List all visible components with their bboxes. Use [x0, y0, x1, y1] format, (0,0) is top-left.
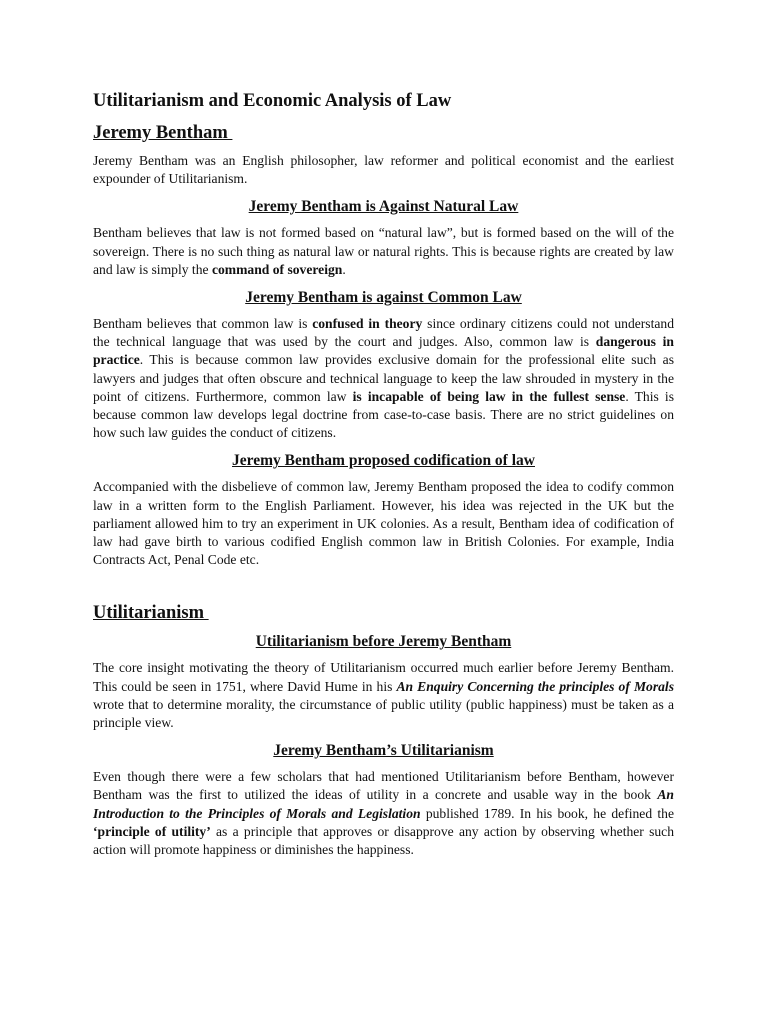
subheading-codification: Jeremy Bentham proposed codification of law	[232, 452, 535, 470]
subheading-before-bentham: Utilitarianism before Jeremy Bentham	[255, 633, 512, 651]
subheading-against-natural-law: Jeremy Bentham is Against Natural Law	[248, 198, 519, 216]
section-spacer	[93, 578, 674, 600]
paragraph-intro-text: Jeremy Bentham was an English philosopher, law reformer and political economist and the earliest expounder of Utilitarianism.	[93, 153, 674, 187]
bold-run: confused in theory	[312, 316, 423, 332]
bold-italic-run: An Introduction to the Principles of Morals and Legislation	[93, 787, 674, 821]
text-run: Accompanied with the disbelieve of common law, Jeremy Bentham proposed the idea to codify common law in a written form to the English Parliament. However, his idea was rejected in the UK but the parliament allowed him to try an experiment in UK colonies. As a result, Bentham idea of codification of law had gave birth to various codified English common law in British Colonies. For example, India Contracts Act, Penal Code etc.	[93, 479, 674, 568]
text-run: as a principle that approves or disapprove any action by observing whether such action will promote happiness or diminishes the happiness.	[93, 823, 675, 858]
text-run: Bentham believes that law is not formed based on “natural law”, but is formed based on the will of the sovereign. There is no such thing as natural law or natural rights. This is because rights are created by law and law is simply the	[93, 225, 674, 277]
paragraph-codification	[93, 478, 674, 569]
document-page	[93, 88, 674, 868]
paragraph-natural-law	[93, 224, 674, 279]
text-run: Bentham believes that common law is	[93, 316, 313, 332]
bold-run: ‘principle of utility’	[93, 823, 211, 839]
paragraph-common-law	[93, 315, 674, 442]
subheading-against-common-law: Jeremy Bentham is against Common Law	[245, 289, 522, 307]
bold-run: is incapable of being law in the fullest sense	[352, 388, 626, 404]
text-run: The core insight motivating the theory of Utilitarianism occurred much earlier before Jeremy Bentham. This could be seen in 1751, where David Hume in his	[93, 660, 674, 694]
text-run: since ordinary citizens could not understand the technical language that was used by the court and judges. Also, common law is	[93, 316, 674, 350]
text-run: . This is because common law provides exclusive domain for the professional elite such as lawyers and judges that often obscure and technical language to keep the law shrouded in mystery in the point of citizens. Furthermore, common law	[93, 352, 674, 404]
section-heading-jeremy-bentham: Jeremy Bentham	[93, 123, 233, 143]
bold-run: command of sovereign	[211, 261, 343, 277]
paragraph-intro	[93, 152, 674, 188]
text-run: published 1789. In his book, he defined the	[420, 805, 674, 821]
bold-run: dangerous in practice	[93, 334, 674, 368]
text-run: .	[342, 261, 346, 277]
text-run: . This is because common law develops legal doctrine from case-to-case basis. There are no strict guidelines on how such law guides the conduct of citizens.	[93, 388, 675, 441]
section-heading-utilitarianism: Utilitarianism	[93, 603, 209, 624]
paragraph-benthams-utilitarianism	[93, 768, 674, 859]
document-title: Utilitarianism and Economic Analysis of Law	[93, 91, 452, 111]
paragraph-before-bentham	[93, 659, 674, 732]
subheading-benthams-utilitarianism: Jeremy Bentham’s Utilitarianism	[273, 742, 494, 760]
bold-italic-run: An Enquiry Concerning the principles of Morals	[396, 678, 674, 694]
text-run: wrote that to determine morality, the circumstance of public utility (public happiness) must be taken as a principle view.	[93, 696, 674, 731]
text-run: Even though there were a few scholars that had mentioned Utilitarianism before Bentham, however Bentham was the first to utilized the ideas of utility in a concrete and usable way in the book	[93, 769, 674, 803]
